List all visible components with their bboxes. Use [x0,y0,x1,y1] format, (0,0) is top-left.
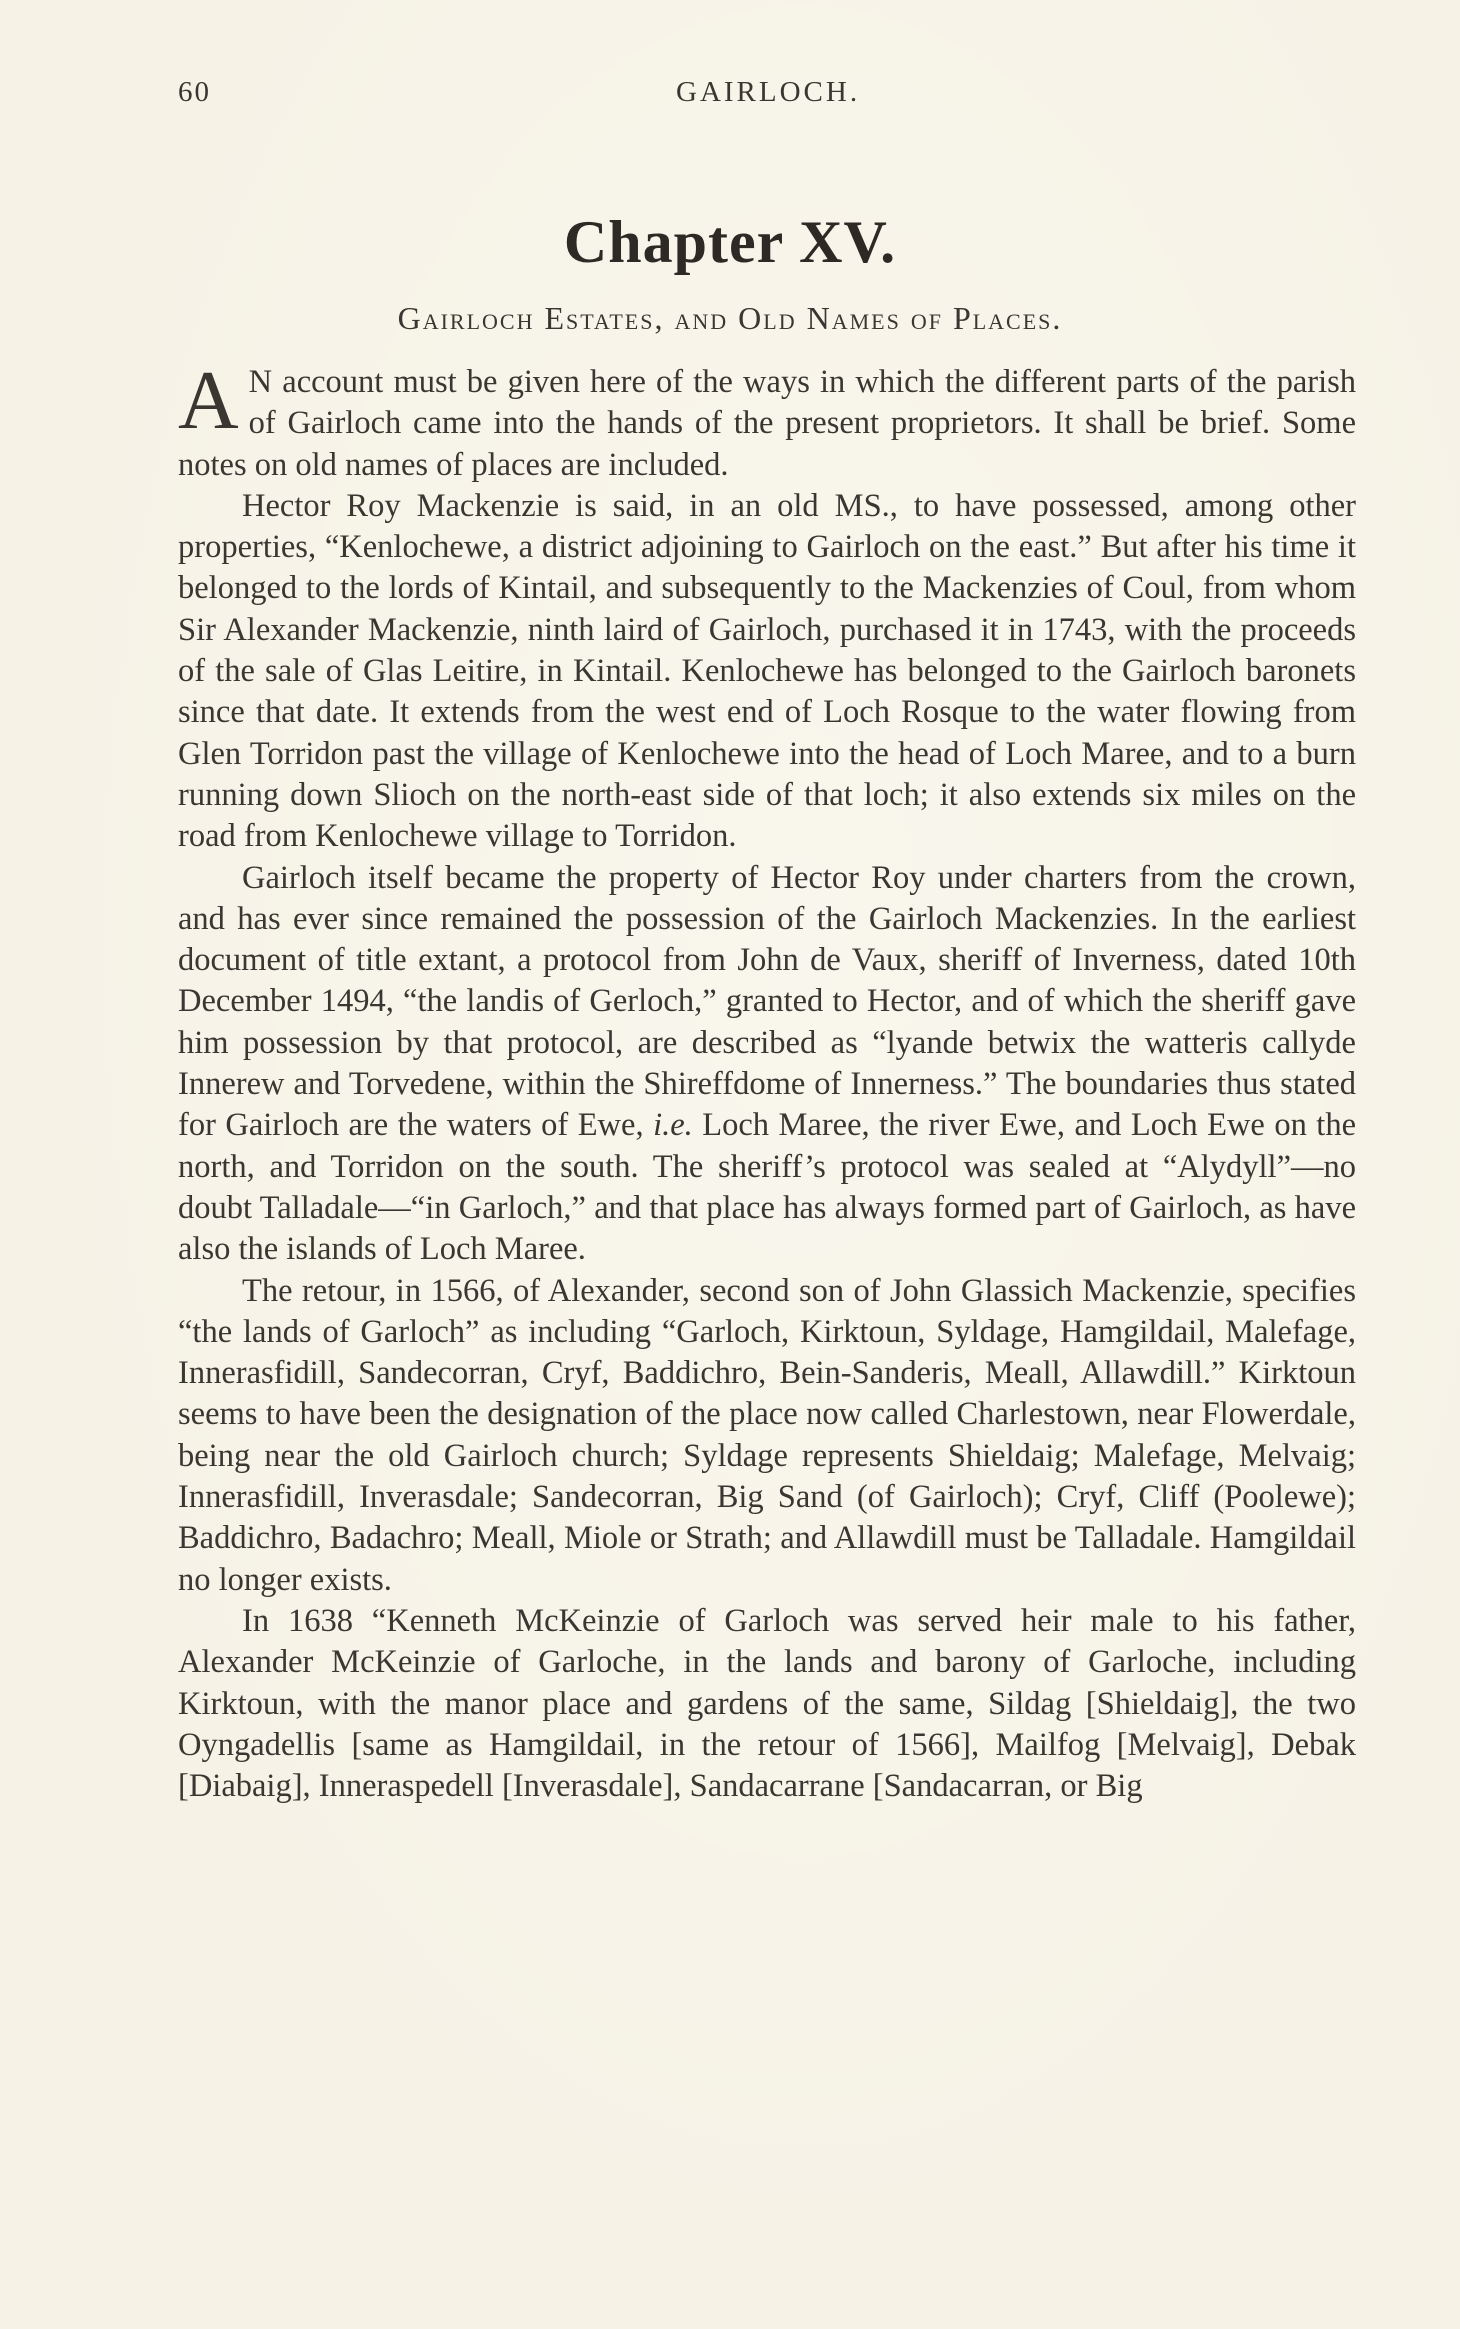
paragraph-1-text: N account must be given here of the ways in which the different parts of the parish of Gairloch came into the hands of the present proprietors. It shall be brief. Some notes on old names of places are included. [178,364,1356,483]
running-title: GAIRLOCH. [676,76,861,108]
paragraph-1 [178,354,1356,486]
paragraph-3-text-after: Loch Maree, the river Ewe, and Loch Ewe on the north, and Torridon on the south. The sheriff’s protocol was sealed at “Alydyll”—no doubt Talladale—“in Garloch,” and that place has always formed part of Gairloch, as have also the islands of Loch Maree. [178,1107,1356,1268]
paragraph-5: In 1638 “Kenneth McKeinzie of Garloch was served heir male to his father, Alexander McKeinzie of Garloche, in the lands and barony of Garloche, including Kirktoun, with the manor place and gardens of the same, Sildag [Shieldaig], the two Oyngadellis [same as Hamgildail, in the retour of 1566], Mailfog [Melvaig], Debak [Diabaig], Inneraspedell [Inverasdale], Sandacarrane [Sandacarran, or Big [178,1602,1356,1805]
page-number: 60 [178,76,211,108]
paragraph-2: Hector Roy Mackenzie is said, in an old MS., to have possessed, among other properties, “Kenlochewe, a district adjoining to Gairloch on the east.” But after his time it belonged to the lords of Kintail, and subsequently to the Mackenzies of Coul, from whom Sir Alexander Mackenzie, ninth laird of Gairloch, purchased it in 1743, with the proceeds of the sale of Glas Leitire, in Kintail. Kenlochewe has belonged to the Gairloch baronets since that date. It extends from the west end of Loch Rosque to the water flowing from Glen Torridon past the village of Kenlochewe into the head of Loch Maree, and to a burn running down Slioch on the north-east side of that loch; it also extends six miles on the road from Kenlochewe village to Torridon. [178,487,1356,855]
chapter-heading: Chapter XV. [563,209,897,275]
drop-cap: A [178,354,239,447]
paragraph-4: The retour, in 1566, of Alexander, second son of John Glassich Mackenzie, specifies “the lands of Garloch” as including “Garloch, Kirktoun, Syldage, Hamgildail, Malefage, Innerasfidill, Sandecorran, Cryf, Baddichro, Bein-Sanderis, Meall, Allawdill.” Kirktoun seems to have been the designation of the place now called Charlestown, near Flowerdale, being near the old Gairloch church; Syldage represents Shieldaig; Malefage, Melvaig; Innerasfidill, Inverasdale; Sandecorran, Big Sand (of Gairloch); Cryf, Cliff (Poolewe); Baddichro, Badachro; Meall, Miole or Strath; and Allawdill must be Talladale. Hamgildail no longer exists. [178,1272,1356,1598]
running-head [178,76,1358,116]
body-text [178,354,1356,1807]
paragraph-3-italic: i.e. [653,1107,693,1144]
paragraph-3 [178,858,1356,1271]
paragraph-3-text-before: Gairloch itself became the property of Hector Roy under charters from the crown, and has ever since remained the possession of the Gairloch Mackenzies. In the earliest document of title extant, a protocol from John de Vaux, sheriff of Inverness, dated 10th December 1494, “the landis of Gerloch,” granted to Hector, and of which the sheriff gave him possession by that protocol, are described as “lyande betwix the watteris callyde Innerew and Torvedene, within the Shireffdome of Innerness.” The boundaries thus stated for Gairloch are the waters of Ewe, [178,859,1356,1144]
chapter-title: Gairloch Estates, and Old Names of Places. [397,300,1063,336]
